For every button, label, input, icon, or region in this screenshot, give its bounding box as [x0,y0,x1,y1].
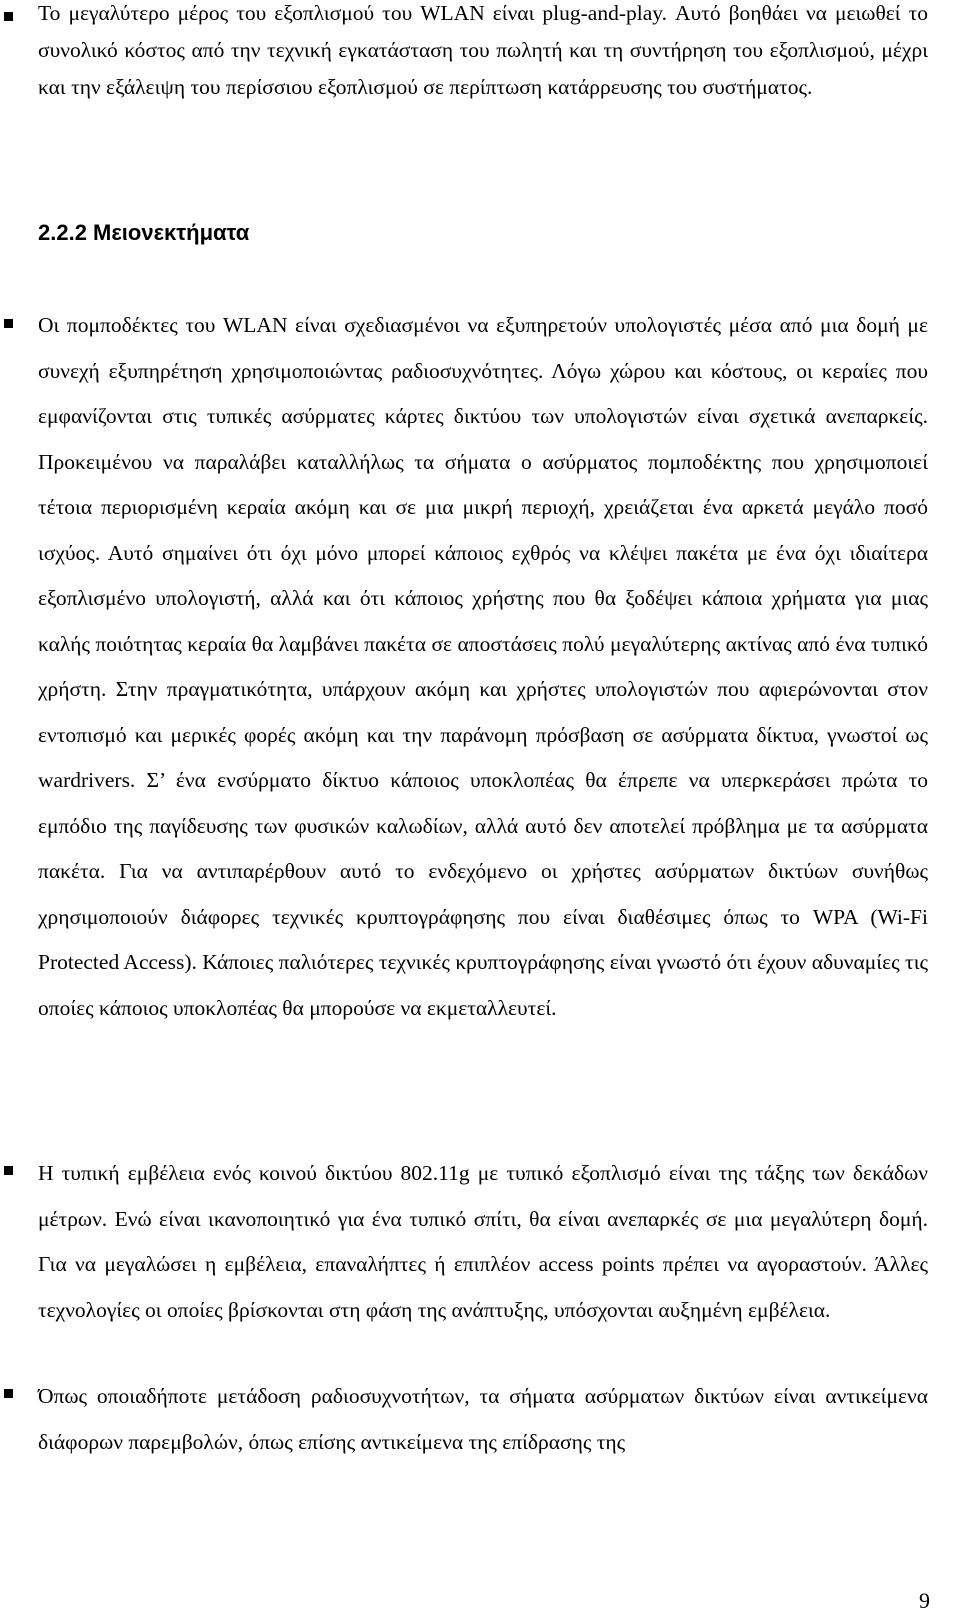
bullet-text: Οι πομποδέκτες του WLAN είναι σχεδιασμένοι να εξυπηρετούν υπολογιστές μέσα από μια δομή με συνεχή εξυπηρέτηση χρησιμοποιώντας ραδιοσυχνότητες. Λόγω χώρου και κόστους, οι κεραίες που εμφανίζονται στις τυπικές ασύρματες κάρτες δικτύου των υπολογιστών είναι σχετικά ανεπαρκείς. Προκειμένου να παραλάβει καταλλήλως τα σήματα ο ασύρματος πομποδέκτης που χρησιμοποιεί τέτοια περιορισμένη κεραία ακόμη και σε μια μικρή περιοχή, χρειάζεται ένα αρκετά μεγάλο ποσό ισχύος. Αυτό σημαίνει ότι όχι μόνο μπορεί κάποιος εχθρός να κλέψει πακέτα με ένα όχι ιδιαίτερα εξοπλισμένο υπολογιστή, αλλά και ότι κάποιος χρήστης που θα ξοδέψει κάποια χρήματα για μιας καλής ποιότητας κεραία θα λαμβάνει πακέτα σε αποστάσεις πολύ μεγαλύτερης ακτίνας από ένα τυπικό χρήστη. Στην πραγματικότητα, υπάρχουν ακόμη και χρήστες υπολογιστών που αφιερώνονται στον εντοπισμό και μερικές φορές ακόμη και την παράνομη πρόσβαση σε ασύρματα δίκτυα, γνωστοί ως wardrivers. Σ’ ένα ενσύρματο δίκτυο κάποιος υποκλοπέας θα έπρεπε να υπερκεράσει πρώτα το εμπόδιο της παγίδευσης των φυσικών καλωδίων, αλλά αυτό δεν αποτελεί πρόβλημα με τα ασύρματα πακέτα. Για να αντιπαρέρθουν αυτό το ενδεχόμενο οι χρήστες ασύρματων δικτύων συνήθως χρησιμοποιούν διάφορες τεχνικές κρυπτογράφησης που είναι διαθέσιμες όπως το WPA (Wi-Fi Protected Access). Κάποιες παλιότερες τεχνικές κρυπτογράφησης είναι γνωστό ότι έχουν αδυναμίες τις οποίες κάποιος υποκλοπέας θα μπορούσε να εκμεταλλευτεί. [38,313,928,1020]
square-bullet-icon [4,319,13,328]
square-bullet-icon [4,1166,13,1175]
bullet-text: Η τυπική εμβέλεια ενός κοινού δικτύου 802.11g με τυπικό εξοπλισμό είναι της τάξης των δεκάδων μέτρων. Ενώ είναι ικανοποιητικό για ένα τυπικό σπίτι, θα είναι ανεπαρκές σε μια μεγαλύτερη δομή. Για να μεγαλώσει η εμβέλεια, επαναλήπτες ή επιπλέον access points πρέπει να αγοραστούν. Άλλες τεχνολογίες οι οποίες βρίσκονται στη φάση της ανάπτυξης, υπόσχονται αυξημένη εμβέλεια. [38,1161,928,1322]
page-number: 9 [919,1588,930,1613]
bullet-text: Όπως οποιαδήποτε μετάδοση ραδιοσυχνοτήτων, τα σήματα ασύρματων δικτύων είναι αντικείμενα διάφορων παρεμβολών, όπως επίσης αντικείμενα της επίδρασης της [38,1384,928,1454]
bullet-text: Το μεγαλύτερο μέρος του εξοπλισμού του WLAN είναι plug-and-play. Αυτό βοηθάει να μειωθεί το συνολικό κόστος από την τεχνική εγκατάσταση του πωλητή και τη συντήρηση του εξοπλισμού, μέχρι και την εξάλειψη του περίσσιου εξοπλισμού σε περίπτωση κατάρρευσης του συστήματος. [38,1,928,99]
section-heading: 2.2.2 Μειονεκτήματα [38,220,250,245]
square-bullet-icon [4,1389,13,1398]
square-bullet-icon [4,12,13,21]
